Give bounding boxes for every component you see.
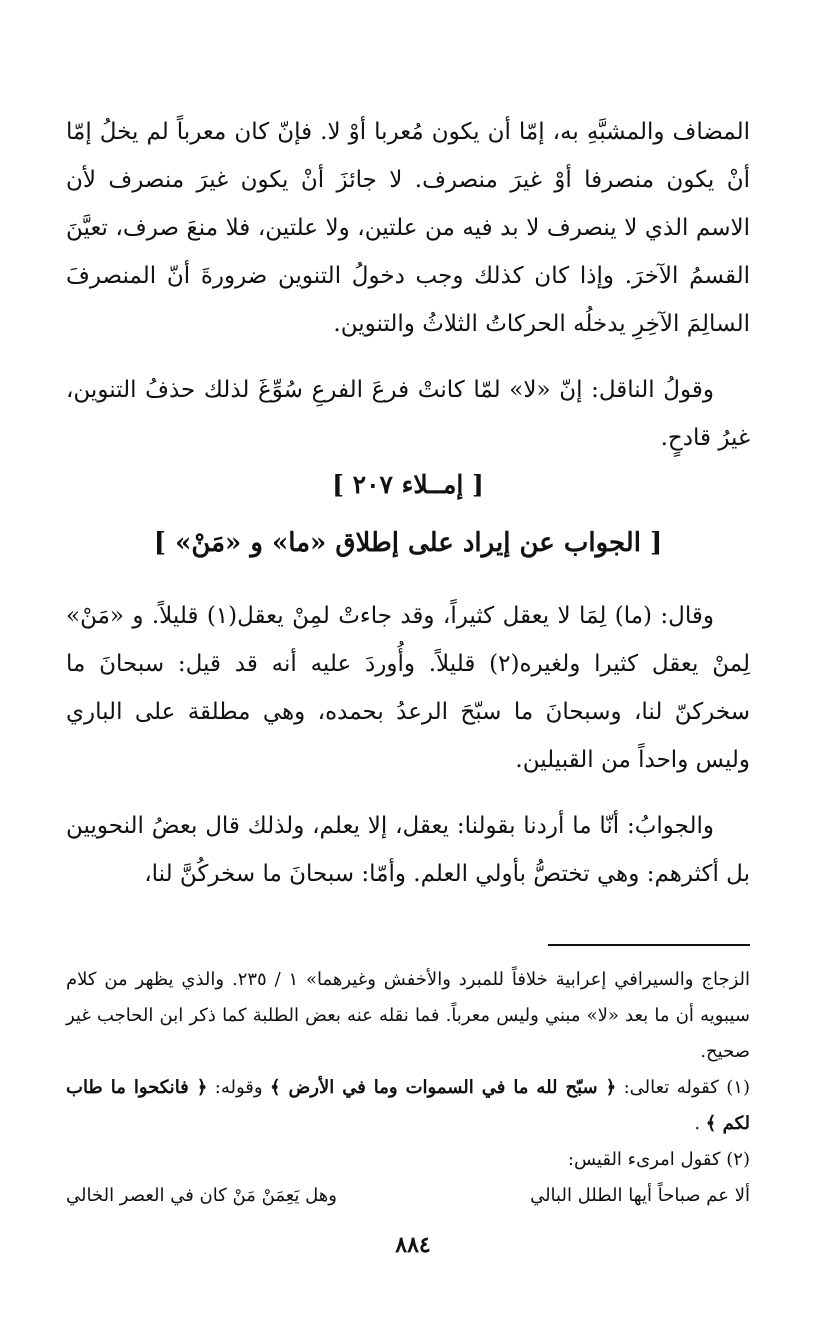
footnote-1-end: . bbox=[694, 1113, 701, 1134]
paragraph-1: المضاف والمشبَّهِ به، إمّا أن يكون مُعربا أوْ لا. فإنّ كان معرباً لم يخلُ إمّا أنْ يكون منصرفا أوْ غيرَ منصرف. لا جائزَ أنْ يكون غيرَ منصرف لأن الاسم الذي لا ينصرف لا بد فيه من علتين، ولا علتين، فلا منعَ صرف، تعيَّنَ القسمُ الآخرَ. وإذا كان كذلك وجب دخولُ التنوين ضرورةَ أنّ المنصرفَ السالِمَ الآخِرِ يدخلُه الحركاتُ الثلاثُ والتنوين. bbox=[66, 119, 750, 337]
paragraph-2: وقولُ الناقل: إنّ «لا» لمّا كانتْ فرعَ الفرعِ سُوِّغَ لذلك حذفُ التنوين، غيرُ قادحٍ. bbox=[66, 377, 750, 451]
imla-heading: [ إمــلاء ٢٠٧ ] bbox=[332, 470, 484, 499]
section-title: [ الجواب عن إيراد على إطلاق «ما» و «مَنْ» ] bbox=[153, 528, 663, 558]
footnote-1-mid: وقوله: bbox=[214, 1077, 263, 1098]
footnote-continuation: الزجاج والسيرافي إعرابية خلافاً للمبرد والأخفش وغيرهما» ١ / ٢٣٥. والذي يظهر من كلام سيبويه أن ما بعد «لا» مبني وليس معرباً. فما نقله عنه بعض الطلبة كما ذكر ابن الحاجب غير صحيح. bbox=[66, 969, 750, 1062]
poetry-verse bbox=[66, 1178, 750, 1214]
page-number: ٨٨٤ bbox=[395, 1232, 431, 1258]
paragraph-3: وقال: (ما) لِمَا لا يعقل كثيراً، وقد جاءتْ لمِنْ يعقل(١) قليلاً. و «مَنْ» لِمنْ يعقل كثيرا ولغيره(٢) قليلاً. وأُوردَ عليه أنه قد قيل: سبحانَ ما سخركنّ لنا، وسبحانَ ما سبّحَ الرعدُ بحمده، وهي مطلقة على الباري وليس واحداً من القبيلين. bbox=[66, 603, 751, 773]
footnote-1-quote-2: ﴿ فانكحوا ما طاب لكم ﴾ bbox=[66, 1077, 750, 1134]
footnote-1-quote-1: ﴿ سبّح لله ما في السموات وما في الأرض ﴾ bbox=[269, 1077, 617, 1098]
main-text-section-2 bbox=[66, 592, 750, 916]
footnote-1-prefix: (١) كقوله تعالى: bbox=[623, 1077, 750, 1098]
verse-second-hemistich: وهل يَعِمَنْ مَنْ كان في العصر الخالي bbox=[66, 1185, 337, 1206]
footnotes bbox=[66, 962, 750, 1214]
footnote-separator bbox=[548, 944, 750, 946]
footnote-2-intro: (٢) كقول امرىء القيس: bbox=[567, 1149, 750, 1170]
verse-first-hemistich: ألا عم صباحاً أيها الطلل البالي bbox=[530, 1185, 750, 1206]
footnote-1 bbox=[66, 1070, 750, 1142]
main-text-section-1 bbox=[66, 108, 750, 480]
paragraph-4: والجوابُ: أنّا ما أردنا بقولنا: يعقل، إلا يعلم، ولذلك قال بعضُ النحويين بل أكثرهم: وهي تختصُّ بأولي العلم. وأمّا: سبحانَ ما سخركُنَّ لنا، bbox=[66, 813, 750, 887]
